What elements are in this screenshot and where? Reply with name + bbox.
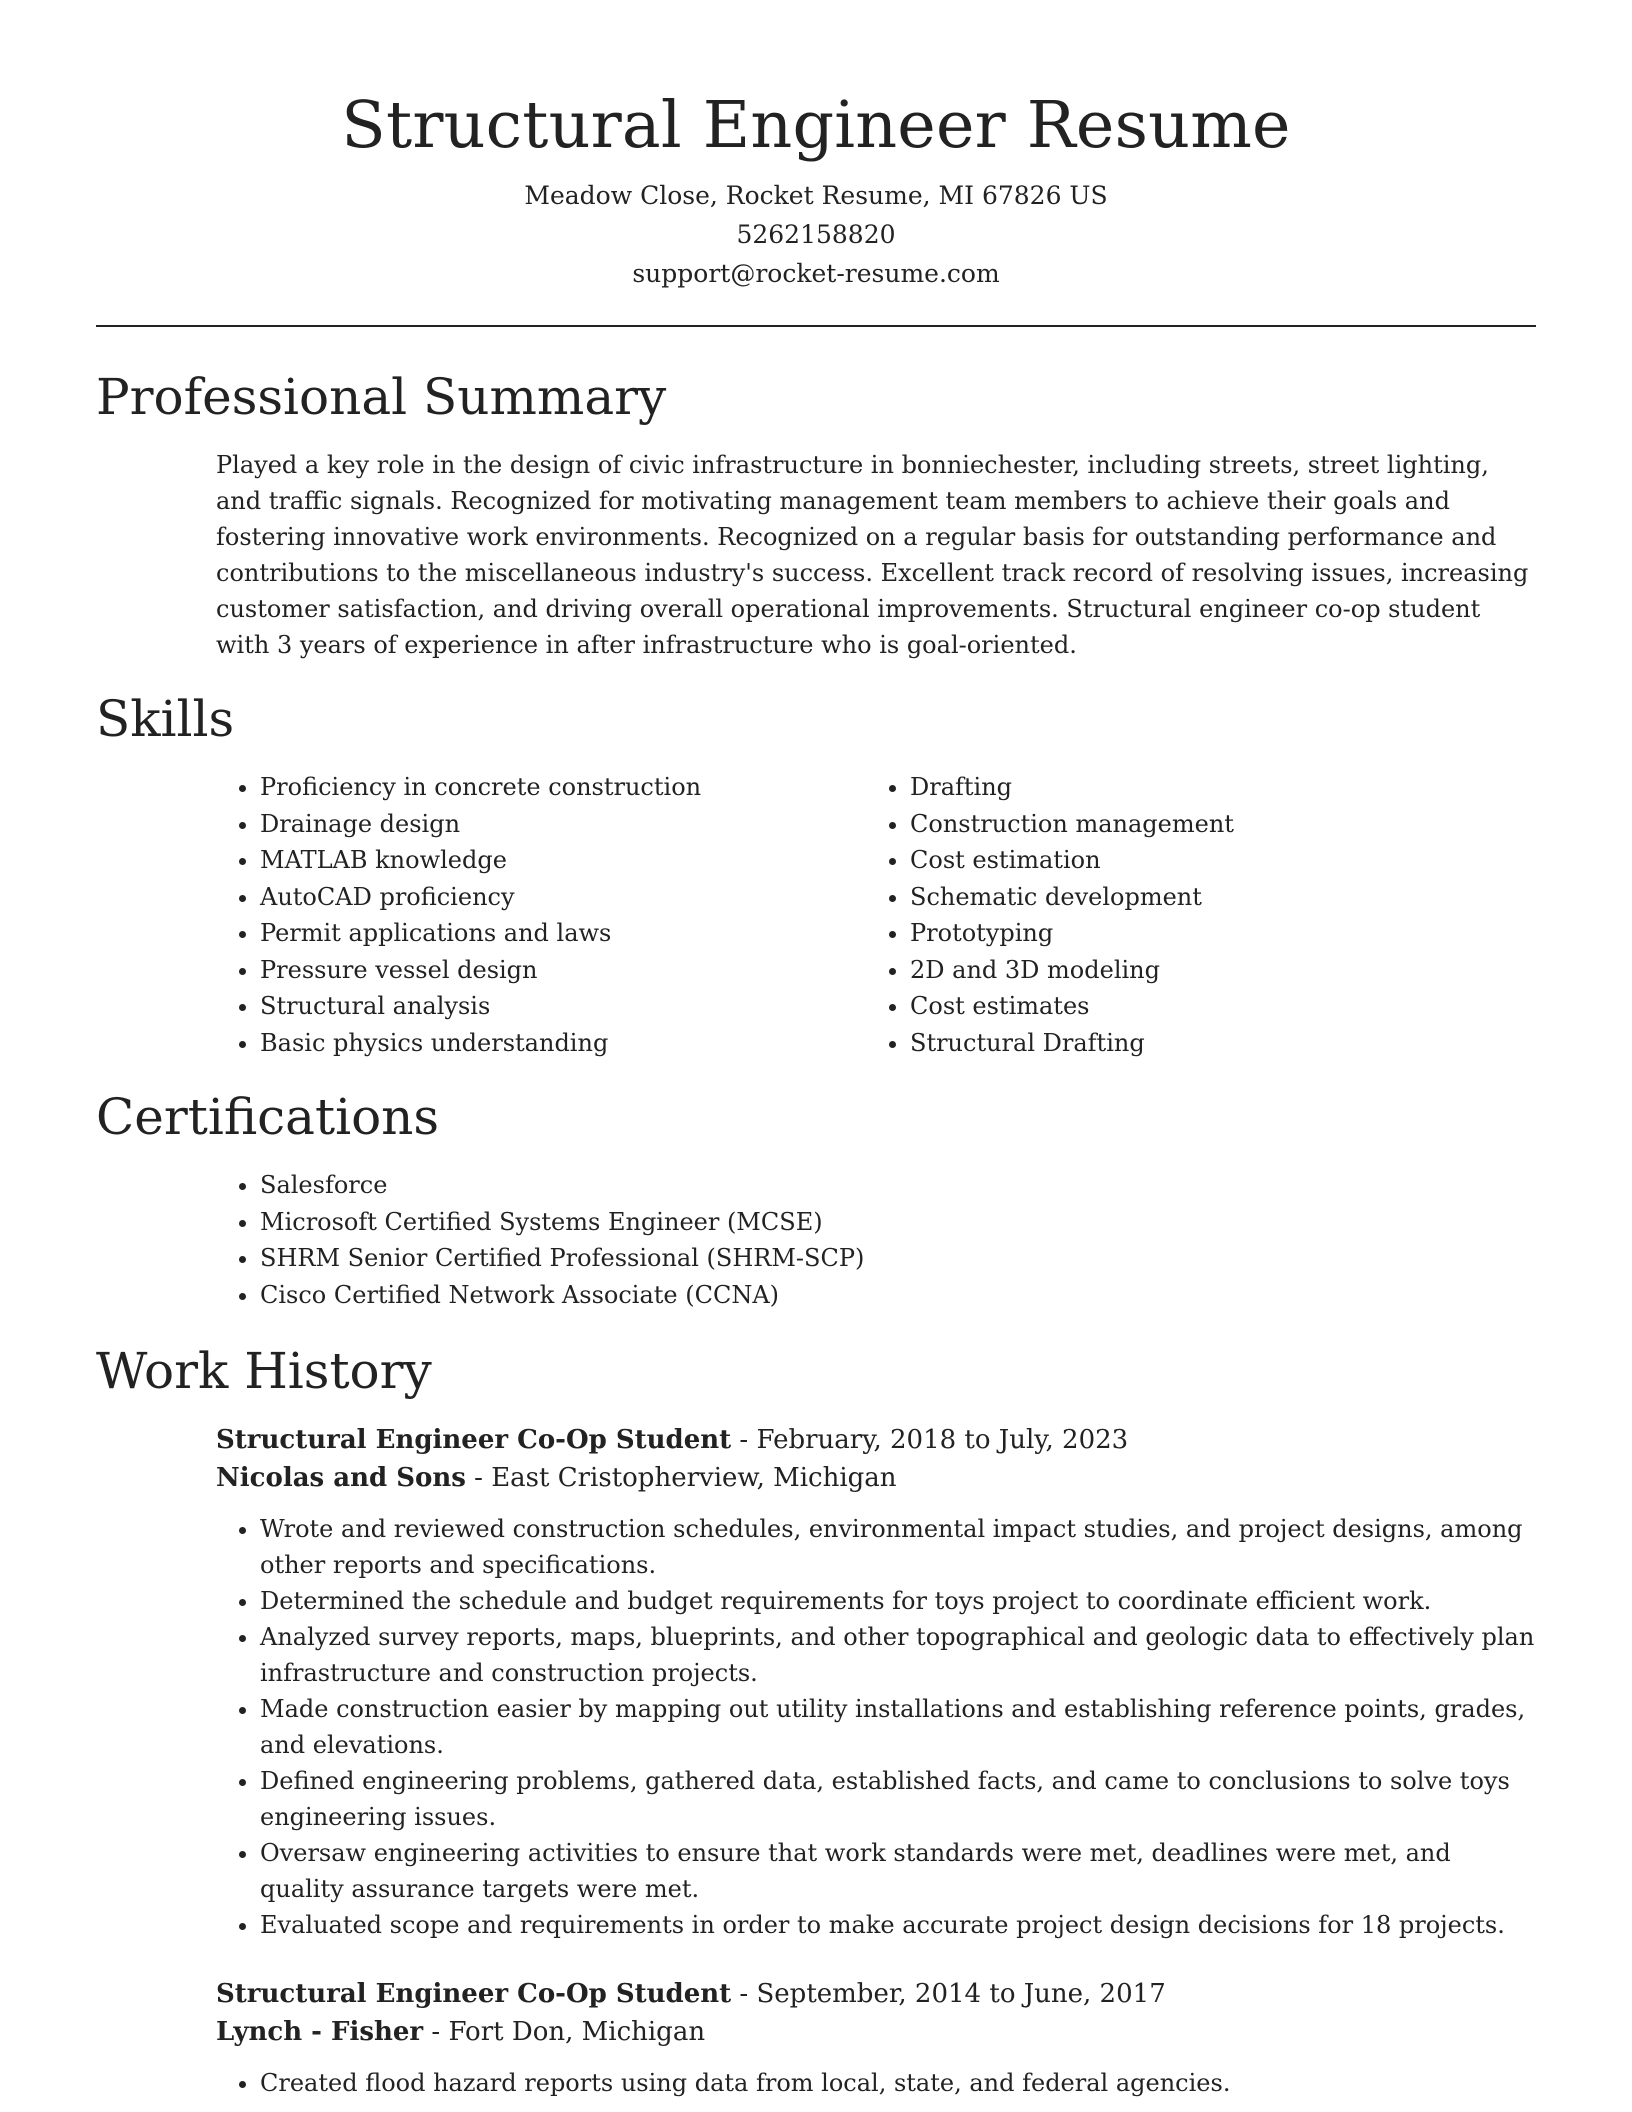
certifications-list: [216, 1167, 1536, 1313]
certification-item: • Cisco Certified Network Associate (CCNA): [260, 1277, 1536, 1314]
skill-item: • Basic physics understanding: [260, 1025, 866, 1062]
job-title: Structural Engineer Co-Op Student: [216, 1979, 732, 2009]
summary-heading: Professional Summary: [96, 368, 667, 426]
skills-heading: Skills: [96, 690, 235, 748]
skill-item: • Structural Drafting: [910, 1025, 1516, 1062]
certification-item: • Microsoft Certified Systems Engineer (MCSE): [260, 1204, 1536, 1241]
skills-column-right: [866, 769, 1516, 1061]
job-dates: - February, 2018 to July, 2023: [731, 1425, 1129, 1455]
skill-item: • Cost estimates: [910, 988, 1516, 1025]
job-company-line: [216, 2013, 1536, 2051]
job-company: Nicolas and Sons: [216, 1463, 466, 1493]
contact-email: support@rocket-resume.com: [632, 259, 1000, 288]
skill-item: • Permit applications and laws: [260, 915, 866, 952]
job-bullet: • Created flood hazard reports using data from local, state, and federal agencies.: [260, 2065, 1536, 2101]
skill-item: • Structural analysis: [260, 988, 866, 1025]
skills-column-left: [216, 769, 866, 1061]
job-entry: [216, 1421, 1536, 1943]
summary-text: Played a key role in the design of civic infrastructure in bonniechester, including streets, street lighting, and traffic signals. Recognized for motivating management team members to achieve their goals and fostering innovative work environments. Recognized on a regular basis for outstanding performance and contributions to the miscellaneous industry's success. Excellent track record of resolving issues, increasing customer satisfaction, and driving overall operational improvements. Structural engineer co-op student with 3 years of experience in after infrastructure who is goal-oriented.: [216, 451, 1529, 659]
contact-phone: 5262158820: [736, 220, 896, 249]
job-bullet: • Oversaw engineering activities to ensure that work standards were met, deadlines were met, and quality assurance targets were met.: [260, 1835, 1536, 1907]
certification-item: • Salesforce: [260, 1167, 1536, 1204]
skill-item: • 2D and 3D modeling: [910, 952, 1516, 989]
certification-item: • SHRM Senior Certified Professional (SHRM-SCP): [260, 1240, 1536, 1277]
job-bullet: • Determined the schedule and budget requirements for toys project to coordinate efficient work.: [260, 1583, 1536, 1619]
job-title-line: [216, 1975, 1536, 2013]
job-location: - East Cristopherview, Michigan: [465, 1463, 897, 1493]
job-bullet-list: [216, 2065, 1536, 2101]
skill-item: • Schematic development: [910, 879, 1516, 916]
skill-item: • AutoCAD proficiency: [260, 879, 866, 916]
certifications-heading: Certifications: [96, 1088, 440, 1146]
resume-title: Structural Engineer Resume: [341, 88, 1291, 163]
job-bullet-list: [216, 1511, 1536, 1943]
skill-item: • Prototyping: [910, 915, 1516, 952]
job-title-line: [216, 1421, 1536, 1459]
job-bullets: [216, 1511, 1536, 1943]
contact-block: [96, 176, 1536, 293]
job-entry: [216, 1975, 1536, 2101]
skill-item: • MATLAB knowledge: [260, 842, 866, 879]
job-title: Structural Engineer Co-Op Student: [216, 1425, 732, 1455]
job-bullet: • Analyzed survey reports, maps, blueprints, and other topographical and geologic data to effectively plan infrastructure and construction projects.: [260, 1619, 1536, 1691]
skills-grid: [216, 769, 1536, 1061]
job-bullet: • Defined engineering problems, gathered data, established facts, and came to conclusions to solve toys engineering issues.: [260, 1763, 1536, 1835]
job-bullet: • Made construction easier by mapping out utility installations and establishing reference points, grades, and elevations.: [260, 1691, 1536, 1763]
skill-item: • Pressure vessel design: [260, 952, 866, 989]
certifications-block: [216, 1167, 1536, 1313]
skill-item: • Drainage design: [260, 806, 866, 843]
skills-list-left: [216, 769, 866, 1061]
job-bullet: • Evaluated scope and requirements in order to make accurate project design decisions for 18 projects.: [260, 1907, 1536, 1943]
skills-list-right: [866, 769, 1516, 1061]
job-bullet: • Wrote and reviewed construction schedules, environmental impact studies, and project designs, among other reports and specifications.: [260, 1511, 1536, 1583]
resume-page: [96, 0, 1536, 2101]
header-divider: [96, 325, 1536, 327]
job-location: - Fort Don, Michigan: [423, 2017, 706, 2047]
skill-item: • Drafting: [910, 769, 1516, 806]
skill-item: • Proficiency in concrete construction: [260, 769, 866, 806]
skill-item: • Construction management: [910, 806, 1516, 843]
skill-item: • Cost estimation: [910, 842, 1516, 879]
job-dates: - September, 2014 to June, 2017: [731, 1979, 1166, 2009]
job-company: Lynch - Fisher: [216, 2017, 424, 2047]
job-company-line: [216, 1459, 1536, 1497]
contact-address: Meadow Close, Rocket Resume, MI 67826 US: [524, 181, 1108, 210]
work-history-heading: Work History: [96, 1342, 432, 1400]
job-bullets: [216, 2065, 1536, 2101]
